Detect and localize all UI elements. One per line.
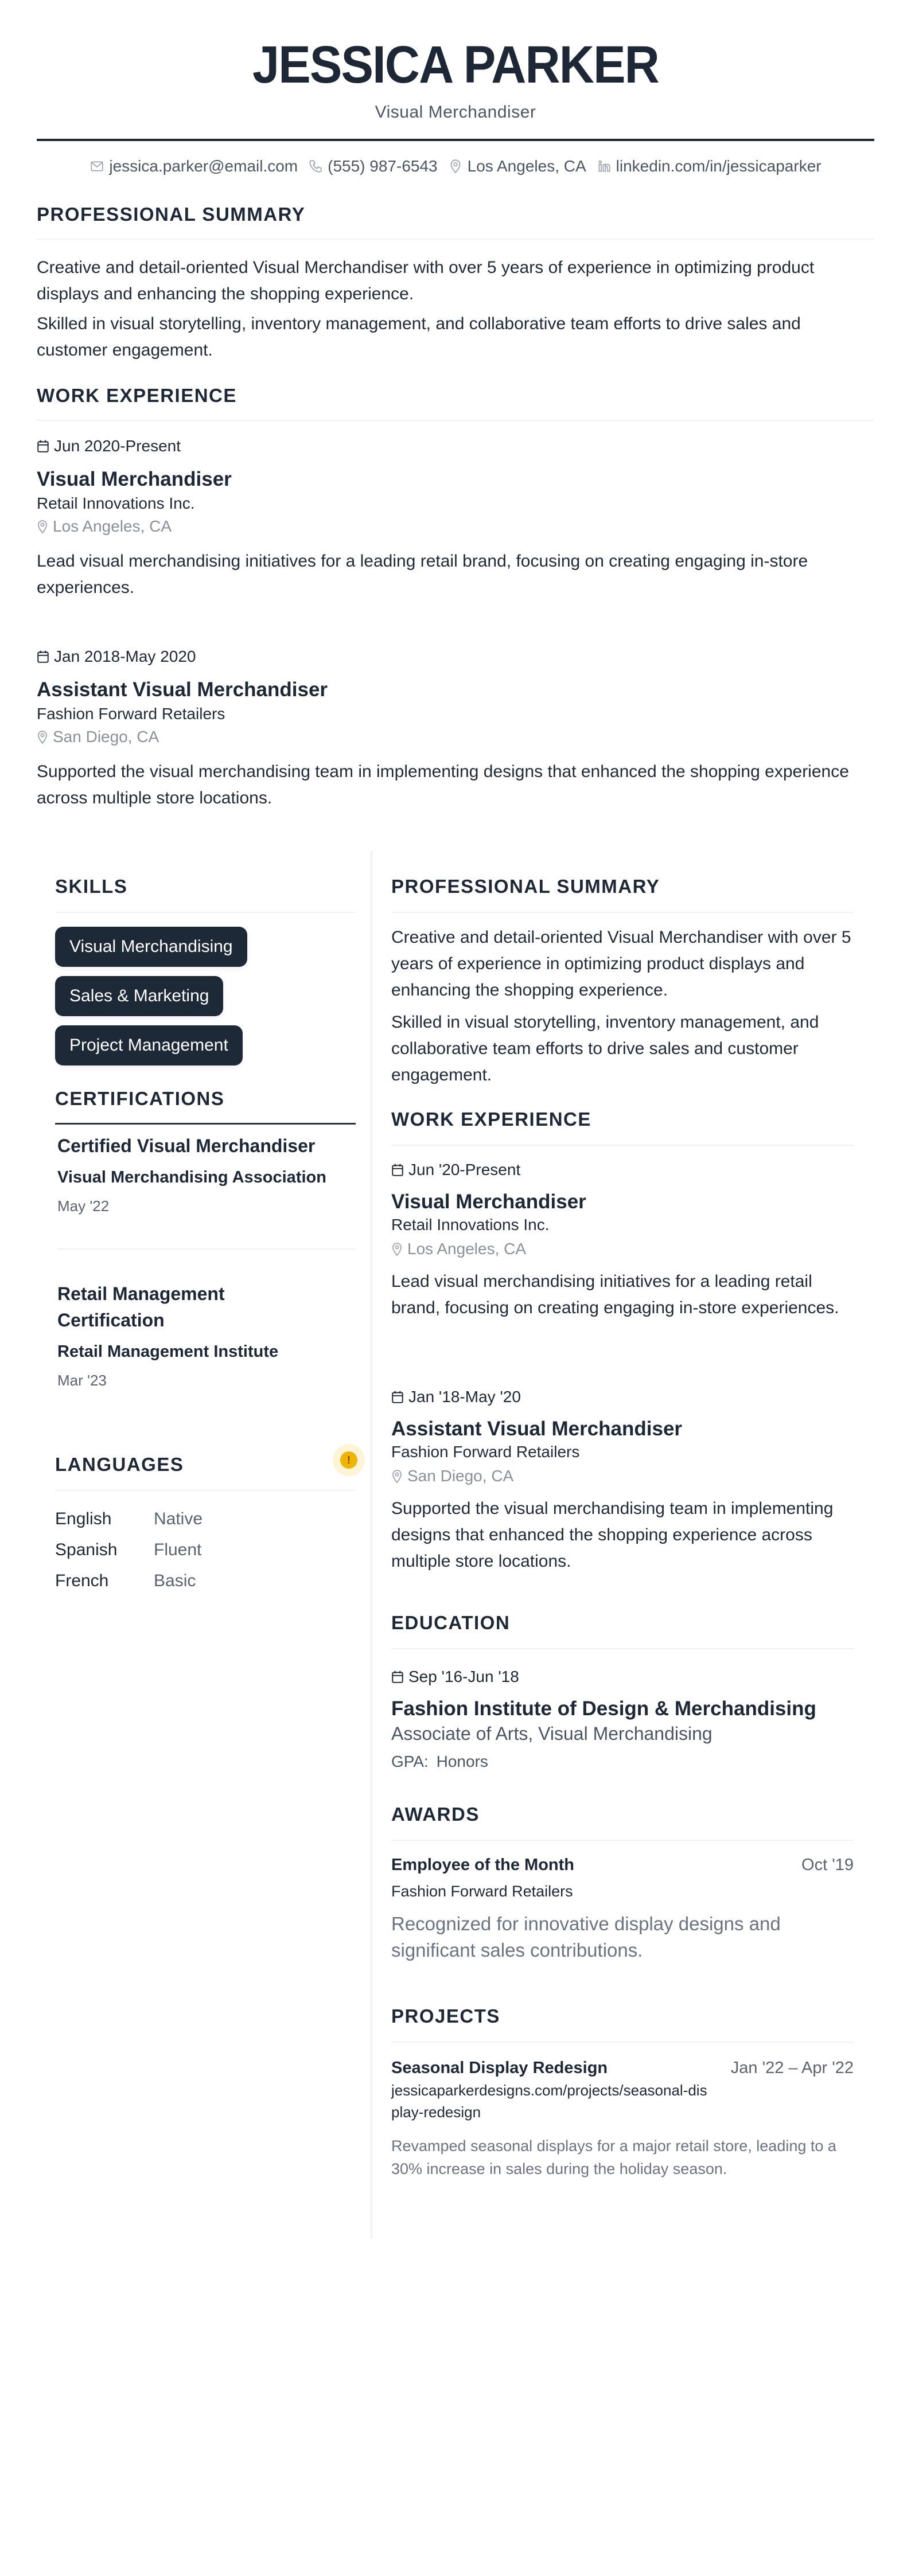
contact-linkedin[interactable]: [597, 156, 822, 177]
top-summary-section: [37, 203, 874, 364]
contact-row: [37, 156, 874, 177]
certification-item: [55, 1281, 307, 1391]
section-divider: [391, 912, 854, 913]
warning-icon: !: [340, 1451, 357, 1469]
warning-badge[interactable]: [333, 1444, 365, 1476]
job-description: Lead visual merchandising initiatives for a leading retail brand, focusing on creating engaging in-store experiences.: [37, 552, 808, 597]
languages-list: [55, 1504, 356, 1597]
header-divider: [37, 139, 874, 141]
calendar-icon: [391, 1163, 404, 1177]
awards-section: [391, 1803, 854, 1964]
project-item: [391, 2056, 854, 2180]
candidate-headline: Visual Merchandiser: [375, 103, 536, 122]
experience-item: [37, 436, 874, 601]
company-name: Fashion Forward Retailers: [391, 1443, 580, 1461]
certification-name: Certified Visual Merchandiser: [57, 1135, 316, 1156]
projects-section: [391, 2005, 854, 2180]
job-title: Assistant Visual Merchandiser: [37, 678, 328, 701]
linkedin-icon: [597, 159, 612, 174]
skill-tag: Visual Merchandising: [55, 927, 247, 967]
experience-item: [391, 1387, 854, 1575]
location-text: Los Angeles, CA: [53, 517, 172, 535]
date-text: Sep '16-Jun '18: [408, 1668, 519, 1685]
contact-location: [448, 156, 586, 177]
section-divider: [55, 912, 356, 913]
company-name: Fashion Forward Retailers: [37, 705, 225, 723]
certifications-section: [55, 1087, 356, 1391]
contact-email[interactable]: [89, 156, 298, 177]
section-title: PROFESSIONAL SUMMARY: [391, 876, 660, 897]
company-name: Retail Innovations Inc.: [37, 494, 195, 512]
certification-item: [55, 1133, 356, 1216]
language-name: Spanish: [55, 1540, 118, 1559]
company-name: Retail Innovations Inc.: [391, 1216, 550, 1234]
mail-icon: [89, 159, 104, 174]
skills-list: [55, 927, 356, 1075]
award-date: Oct '19: [801, 1856, 854, 1874]
column-divider: [371, 851, 372, 2239]
certification-issuer: Retail Management Institute: [57, 1342, 279, 1361]
award-description: Recognized for innovative display designs and significant sales contributions.: [391, 1913, 781, 1961]
summary-section: [391, 875, 854, 1088]
job-description: Supported the visual merchandising team in implementing designs that enhanced the shopping experience across multiple store locations.: [391, 1499, 834, 1571]
summary-paragraph: Creative and detail-oriented Visual Merchandiser with over 5 years of experience in optimizing product displays and enhancing the shopping experience.: [37, 258, 815, 303]
certification-date: May '22: [57, 1197, 110, 1215]
job-title: Visual Merchandiser: [391, 1191, 586, 1213]
job-description: Supported the visual merchandising team in implementing designs that enhanced the shopping experience across multiple store locations.: [37, 762, 849, 807]
experience-item: [391, 1160, 854, 1321]
job-title: Visual Merchandiser: [37, 468, 232, 490]
date-text: Jan 2018-May 2020: [54, 647, 196, 665]
section-title: EDUCATION: [391, 1612, 511, 1633]
languages-section: [55, 1453, 356, 1597]
map-pin-icon: [391, 1469, 403, 1484]
section-divider: [37, 420, 874, 421]
location-text: Los Angeles, CA: [407, 1240, 527, 1258]
location-text: San Diego, CA: [407, 1467, 514, 1485]
award-item: [391, 1853, 854, 1964]
calendar-icon: [37, 439, 49, 453]
skills-section: [55, 875, 356, 1075]
calendar-icon: [391, 1390, 404, 1404]
job-dates: [37, 646, 874, 667]
location-text: Los Angeles, CA: [467, 157, 586, 175]
date-text: Jun '20-Present: [408, 1161, 521, 1178]
section-title: PROFESSIONAL SUMMARY: [37, 204, 306, 225]
date-text: Jun 2020-Present: [54, 437, 181, 455]
language-name: French: [55, 1571, 109, 1590]
award-organization: Fashion Forward Retailers: [391, 1883, 573, 1900]
experience-item: [37, 646, 874, 811]
job-description: Lead visual merchandising initiatives for a leading retail brand, focusing on creating engaging in-store experiences.: [391, 1272, 839, 1317]
skill-tag: Project Management: [55, 1025, 243, 1065]
phone-text: (555) 987-6543: [328, 157, 438, 175]
map-pin-icon: [448, 159, 463, 174]
location-text: San Diego, CA: [53, 728, 159, 746]
degree: Associate of Arts, Visual Merchandising: [391, 1723, 713, 1744]
certification-divider: [57, 1248, 356, 1250]
gpa-value: Honors: [436, 1753, 488, 1770]
language-level: Native: [154, 1509, 203, 1528]
gpa-line: [391, 1751, 854, 1772]
project-dates: Jan '22 – Apr '22: [730, 2059, 854, 2077]
language-row: [55, 1504, 356, 1535]
certification-date: Mar '23: [57, 1372, 107, 1389]
gpa-label: GPA:: [391, 1753, 429, 1770]
job-location: [37, 727, 874, 747]
award-title: Employee of the Month: [391, 1856, 574, 1874]
section-divider: [37, 239, 874, 240]
candidate-name: JESSICA PARKER: [252, 36, 659, 94]
top-experience-section: [37, 384, 874, 421]
section-title: SKILLS: [55, 876, 128, 897]
section-title: CERTIFICATIONS: [55, 1088, 225, 1109]
school-name: Fashion Institute of Design & Merchandising: [391, 1697, 816, 1720]
section-title: WORK EXPERIENCE: [37, 385, 237, 406]
section-title: AWARDS: [391, 1804, 480, 1825]
project-description: Revamped seasonal displays for a major retail store, leading to a 30% increase in sales during the holiday season.: [391, 2137, 836, 2177]
contact-phone[interactable]: [308, 156, 437, 177]
summary-paragraph: Skilled in visual storytelling, inventory management, and collaborative team efforts to drive sales and customer engagement.: [37, 314, 801, 360]
project-url[interactable]: jessicaparkerdesigns.com/projects/seasonal-display-redesign: [391, 2082, 707, 2121]
calendar-icon: [37, 650, 49, 663]
certification-name: Retail Management Certification: [57, 1283, 225, 1330]
education-dates: [391, 1666, 854, 1687]
language-level: Basic: [154, 1571, 196, 1590]
experience-section: [391, 1108, 854, 1146]
job-location: [37, 516, 874, 537]
language-name: English: [55, 1509, 112, 1528]
map-pin-icon: [37, 519, 48, 534]
language-row: [55, 1535, 356, 1566]
job-dates: [37, 436, 874, 456]
section-divider: [391, 2042, 854, 2043]
summary-paragraph: Creative and detail-oriented Visual Merchandiser with over 5 years of experience in optimizing product displays and enhancing the shopping experience.: [391, 928, 851, 1000]
linkedin-text: linkedin.com/in/jessicaparker: [616, 157, 822, 175]
section-divider: [55, 1490, 356, 1491]
job-dates: [391, 1387, 854, 1407]
date-text: Jan '18-May '20: [408, 1388, 521, 1406]
calendar-icon: [391, 1670, 404, 1684]
education-section: [391, 1611, 854, 1772]
project-title: Seasonal Display Redesign: [391, 2059, 608, 2077]
map-pin-icon: [391, 1242, 403, 1256]
summary-paragraph: Skilled in visual storytelling, inventory management, and collaborative team efforts to drive sales and customer engagement.: [391, 1013, 819, 1084]
job-location: [391, 1239, 854, 1259]
section-divider: [391, 1648, 854, 1649]
job-dates: [391, 1160, 854, 1180]
language-level: Fluent: [154, 1540, 202, 1559]
certification-issuer: Visual Merchandising Association: [57, 1168, 326, 1186]
section-title: LANGUAGES: [55, 1454, 184, 1475]
section-title: WORK EXPERIENCE: [391, 1109, 591, 1130]
section-divider: [55, 1123, 356, 1125]
map-pin-icon: [37, 729, 48, 744]
language-row: [55, 1566, 356, 1597]
email-text: jessica.parker@email.com: [109, 157, 298, 175]
skill-tag: Sales & Marketing: [55, 976, 223, 1016]
section-title: PROJECTS: [391, 2005, 500, 2027]
section-divider: [391, 1145, 854, 1146]
job-location: [391, 1466, 854, 1486]
job-title: Assistant Visual Merchandiser: [391, 1418, 683, 1440]
section-divider: [391, 1840, 854, 1841]
phone-icon: [308, 159, 323, 174]
